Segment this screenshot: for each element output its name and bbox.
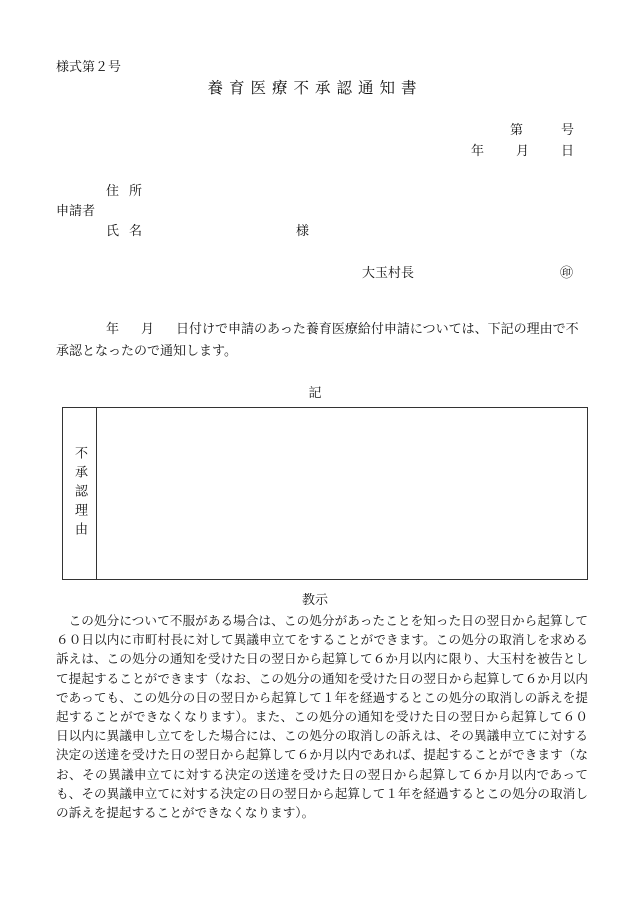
reason-box bbox=[62, 407, 588, 580]
notice-body: この処分について不服がある場合は、この処分があったことを知った日の翌日から起算して６０日以内に市町村長に対して異議申立てをすることができます。この処分の取消しを求める訴えは、この処分の通知を受けた日の翌日から起算して６か月以内に限り、大玉村を被告として提起することができます（なお、この処分の通知を受けた日の翌日から起算して６か月以内であっても、この処分の日の翌日から起算して１年を経過するとこの処分の取消しの訴えを提起することができなくなります）。また、この処分の通知を受けた日の翌日から起算して６０日以内に異議申し立てをした場合には、この処分の取消しの訴えは、その異議申立てに対する決定の送達を受けた日の翌日から起算して６か月以内であれば、提起することができます（なお、その異議申立てに対する決定の送達を受けた日の翌日から起算して６か月以内であっても、その異議申立てに対する決定の日の翌日から起算して１年を経過するとこの処分の取消しの訴えを提起することができなくなります）。 bbox=[56, 613, 589, 821]
issue-date-day: 日 bbox=[560, 144, 574, 159]
address-label: 住所 bbox=[106, 184, 153, 199]
document-number-row bbox=[510, 119, 574, 138]
issue-date-year: 年 bbox=[470, 144, 484, 159]
issue-date-month: 月 bbox=[515, 144, 529, 159]
reason-content-area bbox=[97, 408, 587, 579]
ki-heading: 記 bbox=[308, 386, 322, 401]
form-number: 様式第２号 bbox=[56, 60, 122, 75]
applicant-label: 申請者 bbox=[56, 204, 96, 219]
issuer-title: 大玉村長 bbox=[362, 266, 415, 281]
body-text: 日付けで申請のあった養育医療給付申請については、下記の理由で不承認となったので通知します。 bbox=[56, 322, 579, 359]
notification-body bbox=[56, 319, 588, 363]
document-number-go: 号 bbox=[560, 123, 574, 138]
honorific-sama: 様 bbox=[296, 224, 310, 239]
issue-date-row bbox=[471, 140, 574, 159]
notice-heading: 教示 bbox=[301, 593, 328, 608]
reason-label-column bbox=[63, 408, 97, 579]
body-month: 月 bbox=[141, 322, 155, 337]
seal-mark: ㊞ bbox=[560, 266, 574, 281]
reason-label: 不承認理由 bbox=[72, 446, 87, 541]
document-number-dai: 第 bbox=[509, 123, 523, 138]
body-year: 年 bbox=[106, 322, 120, 337]
name-label: 氏名 bbox=[106, 224, 153, 239]
document-title: 養育医療不承認通知書 bbox=[207, 79, 423, 97]
